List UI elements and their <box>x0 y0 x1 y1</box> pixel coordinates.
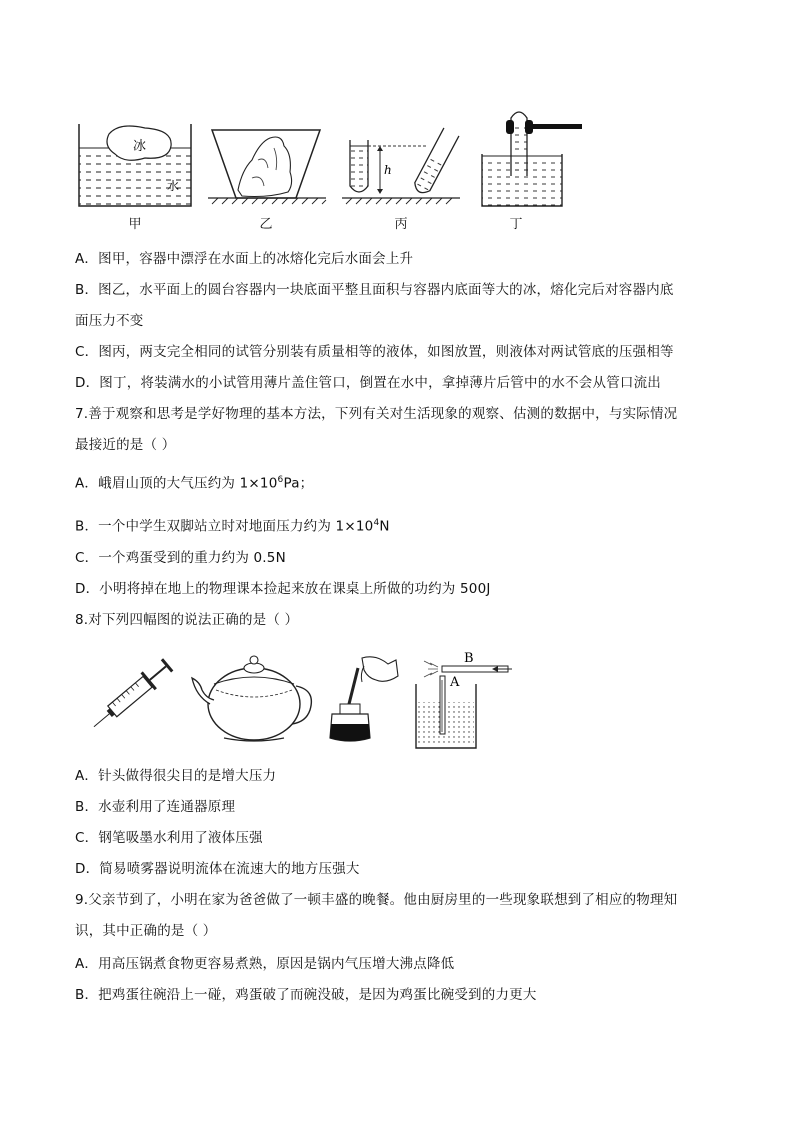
q7-option-a <box>75 470 313 494</box>
q8-stem: 8.对下列四幅图的说法正确的是（ ） <box>75 612 299 628</box>
q7-stem-line2: 最接近的是（ ） <box>75 437 176 453</box>
fountain-pen-ink-image <box>324 648 404 748</box>
q7-option-b-unit: N <box>379 518 390 535</box>
h-label: h <box>384 163 392 177</box>
syringe-image <box>88 646 178 741</box>
figure-ding-inverted-tube <box>478 104 598 224</box>
label-a: A <box>450 675 460 690</box>
q6-option-b-line1: B．图乙，水平面上的圆台容器内一块底面平整且面积与容器内底面等大的冰，熔化完后对容器内底 <box>75 282 674 298</box>
q6-option-c: C．图丙，两支完全相同的试管分别装有质量相等的液体，如图放置，则液体对两试管底的压强相等 <box>75 344 674 360</box>
teapot-image <box>188 646 318 746</box>
q7-option-d: D．小明将掉在地上的物理课本捡起来放在课桌上所做的功约为 500J <box>75 581 491 597</box>
caption-jia: 甲 <box>128 217 142 232</box>
q8-option-a: A．针头做得很尖目的是增大压力 <box>75 768 277 784</box>
caption-bing: 丙 <box>394 217 408 232</box>
figure-row-2 <box>0 644 794 754</box>
q7-option-c: C．一个鸡蛋受到的重力约为 0.5N <box>75 550 286 566</box>
q8-option-b: B．水壶利用了连通器原理 <box>75 799 236 815</box>
q9-stem-line1: 9.父亲节到了，小明在家为爸爸做了一顿丰盛的晚餐。他由厨房里的一些现象联想到了相应的物理知 <box>75 892 678 908</box>
q7-option-b-exponent: 4 <box>373 518 380 528</box>
figure-row-1 <box>0 100 794 240</box>
water-label: 水 <box>167 179 180 193</box>
q9-option-a: A．用高压锅煮食物更容易煮熟，原因是锅内气压增大沸点降低 <box>75 956 455 972</box>
label-b: B <box>464 651 474 666</box>
q8-option-d: D．简易喷雾器说明流体在流速大的地方压强大 <box>75 861 360 877</box>
q6-option-b-line2: 面压力不变 <box>75 313 144 329</box>
q6-option-a: A．图甲，容器中漂浮在水面上的冰熔化完后水面会上升 <box>75 251 414 267</box>
q7-stem-line1: 7.善于观察和思考是学好物理的基本方法，下列有关对生活现象的观察、估测的数据中，与实际情况 <box>75 406 678 422</box>
q9-option-b: B．把鸡蛋往碗沿上一碰，鸡蛋破了而碗没破，是因为鸡蛋比碗受到的力更大 <box>75 987 537 1003</box>
q7-option-a-exponent: 6 <box>277 475 284 485</box>
caption-ding: 丁 <box>509 217 523 232</box>
sprayer-beaker-image <box>412 650 522 760</box>
q7-option-b-text: B．一个中学生双脚站立时对地面压力约为 1×10 <box>75 518 374 535</box>
q7-option-a-unit: Pa； <box>283 475 314 492</box>
ice-label: 冰 <box>133 139 147 154</box>
q7-option-b <box>75 513 390 537</box>
q8-option-c: C．钢笔吸墨水利用了液体压强 <box>75 830 263 846</box>
q6-option-d: D．图丁，将装满水的小试管用薄片盖住管口，倒置在水中，拿掉薄片后管中的水不会从管口流出 <box>75 375 661 391</box>
q9-stem-line2: 识，其中正确的是（ ） <box>75 923 217 939</box>
q7-option-a-text: A．峨眉山顶的大气压约为 1×10 <box>75 475 278 492</box>
caption-yi: 乙 <box>259 217 273 232</box>
